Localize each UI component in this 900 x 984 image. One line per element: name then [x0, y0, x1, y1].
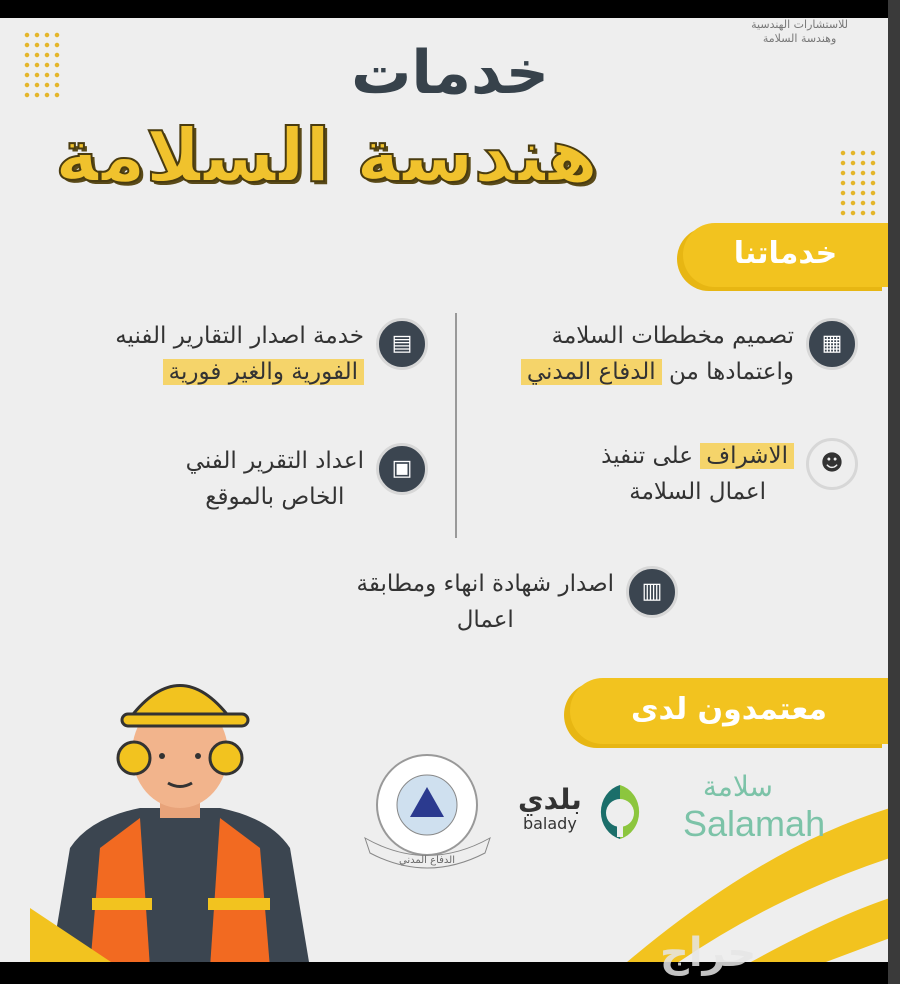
poster	[0, 18, 888, 962]
side-strip	[888, 0, 900, 984]
civil-defense-logo	[360, 743, 495, 877]
balady-palm-icon	[594, 783, 646, 841]
service-item: ▦ تصميم مخططات السلامة واعتمادها من الدفاع المدني	[521, 318, 858, 390]
certificate-icon: ▥	[626, 566, 678, 618]
service-item: ▥ اصدار شهادة انهاء ومطابقة اعمال	[357, 566, 678, 638]
report-icon: ▤	[376, 318, 428, 370]
title-services: خدمات	[351, 38, 549, 108]
engineer-icon: ☻	[806, 438, 858, 490]
document-icon: ▣	[376, 443, 428, 495]
title-safety-engineering: هندسة السلامة	[55, 113, 599, 199]
watermark: حراج	[660, 930, 757, 976]
service-item: ▤ خدمة اصدار التقارير الفنيه الفورية والغير فورية	[115, 318, 428, 390]
dots-decoration	[838, 148, 880, 218]
accredited-section-banner: معتمدون لدى	[570, 678, 888, 744]
service-item: ▣ اعداد التقرير الفني الخاص بالموقع	[186, 443, 428, 515]
services-section-banner: خدماتنا	[683, 223, 888, 287]
worker-illustration	[30, 648, 330, 962]
salamah-logo: سلامة Salamah	[683, 770, 826, 844]
svg-text:الدفاع المدني: الدفاع المدني	[398, 855, 456, 866]
company-name: للاستشارات الهندسية وهندسة السلامة	[751, 18, 848, 45]
blueprint-icon: ▦	[806, 318, 858, 370]
service-item: ☻ الاشراف على تنفيذ اعمال السلامة	[601, 438, 858, 510]
balady-logo: بلدي balady	[518, 783, 582, 833]
column-divider	[455, 313, 457, 538]
